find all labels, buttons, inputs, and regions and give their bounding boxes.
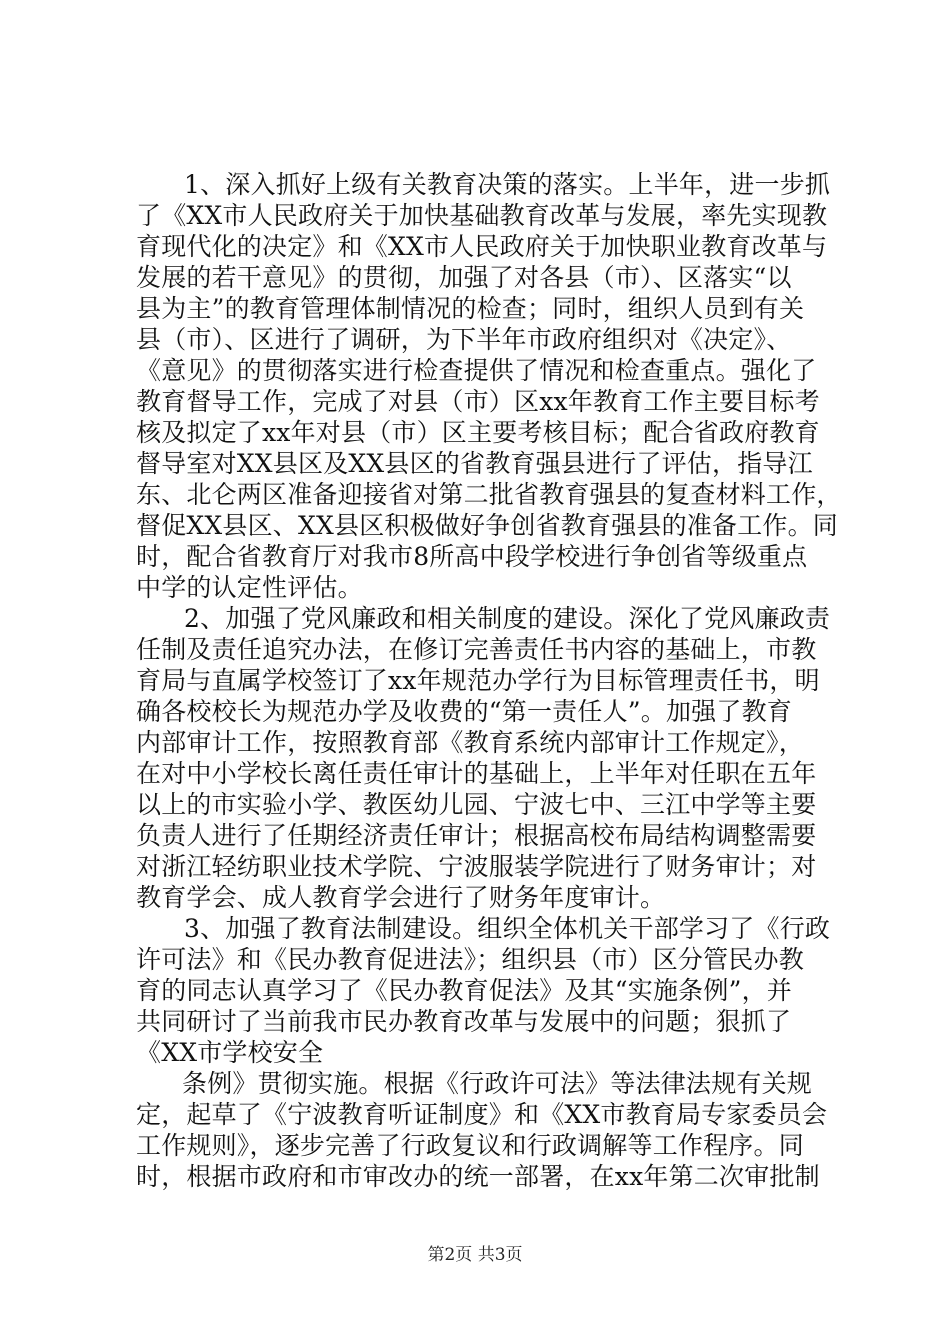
text-line: 县为主”的教育管理体制情况的检查；同时，组织人员到有关 — [136, 294, 805, 323]
text-line: 育局与直属学校签订了xx年规范办学行为目标管理责任书，明 — [136, 666, 820, 695]
text-line: 《XX市学校安全 — [136, 1038, 324, 1067]
text-line: 共同研讨了当前我市民办教育改革与发展中的问题；狠抓了 — [136, 1007, 792, 1036]
text-line: 2、加强了党风廉政和相关制度的建设。深化了党风廉政责 — [184, 604, 831, 633]
text-line: 核及拟定了xx年对县（市）区主要考核目标；配合省政府教育 — [136, 418, 820, 447]
text-line: 1、深入抓好上级有关教育决策的落实。上半年，进一步抓 — [184, 170, 831, 199]
text-line: 对浙江轻纺职业技术学院、宁波服装学院进行了财务审计；对 — [136, 852, 817, 881]
text-line: 负责人进行了任期经济责任审计；根据高校布局结构调整需要 — [136, 821, 817, 850]
text-line: 在对中小学校长离任责任审计的基础上，上半年对任职在五年 — [136, 759, 817, 788]
text-line: 确各校校长为规范办学及收费的“第一责任人”。加强了教育 — [136, 697, 792, 726]
text-line: 教育学会、成人教育学会进行了财务年度审计。 — [136, 883, 666, 912]
text-line: 中学的认定性评估。 — [136, 573, 363, 602]
text-line: 3、加强了教育法制建设。组织全体机关干部学习了《行政 — [184, 914, 831, 943]
document-body — [136, 169, 844, 1192]
text-line: 时，根据市政府和市审改办的统一部署，在xx年第二次审批制 — [136, 1162, 820, 1191]
text-line: 时，配合省教育厅对我市8所高中段学校进行争创省等级重点 — [136, 542, 808, 571]
text-line: 东、北仑两区准备迎接省对第二批省教育强县的复查材料工作， — [136, 480, 842, 509]
text-line: 任制及责任追究办法，在修订完善责任书内容的基础上，市教 — [136, 635, 817, 664]
text-line: 了《XX市人民政府关于加快基础教育改革与发展，率先实现教 — [136, 201, 828, 230]
text-line: 工作规则》，逐步完善了行政复议和行政调解等工作程序。同 — [136, 1131, 804, 1160]
text-line: 督导室对XX县区及XX县区的省教育强县进行了评估，指导江 — [136, 449, 813, 478]
text-line: 县（市）、区进行了调研，为下半年市政府组织对《决定》、 — [136, 325, 792, 354]
text-line: 定，起草了《宁波教育听证制度》和《XX市教育局专家委员会 — [136, 1100, 828, 1129]
text-line: 育的同志认真学习了《民办教育促法》及其“实施条例”，并 — [136, 976, 792, 1005]
text-line: 许可法》和《民办教育促进法》；组织县（市）区分管民办教 — [136, 945, 804, 974]
text-line: 督促XX县区、XX县区积极做好争创省教育强县的准备工作。同 — [136, 511, 838, 540]
text-line: 条例》贯彻实施。根据《行政许可法》等法律法规有关规 — [182, 1069, 813, 1098]
text-line: 《意见》的贯彻落实进行检查提供了情况和检查重点。强化了 — [136, 356, 817, 385]
page-number-footer: 第2页 共3页 — [427, 1245, 523, 1265]
text-line: 发展的若干意见》的贯彻，加强了对各县（市）、区落实“以 — [136, 263, 792, 292]
text-line: 教育督导工作，完成了对县（市）区xx年教育工作主要目标考 — [136, 387, 820, 416]
text-line: 内部审计工作，按照教育部《教育系统内部审计工作规定》， — [136, 728, 804, 757]
text-line: 育现代化的决定》和《XX市人民政府关于加快职业教育改革与 — [136, 232, 828, 261]
text-line: 以上的市实验小学、教医幼儿园、宁波七中、三江中学等主要 — [136, 790, 817, 819]
